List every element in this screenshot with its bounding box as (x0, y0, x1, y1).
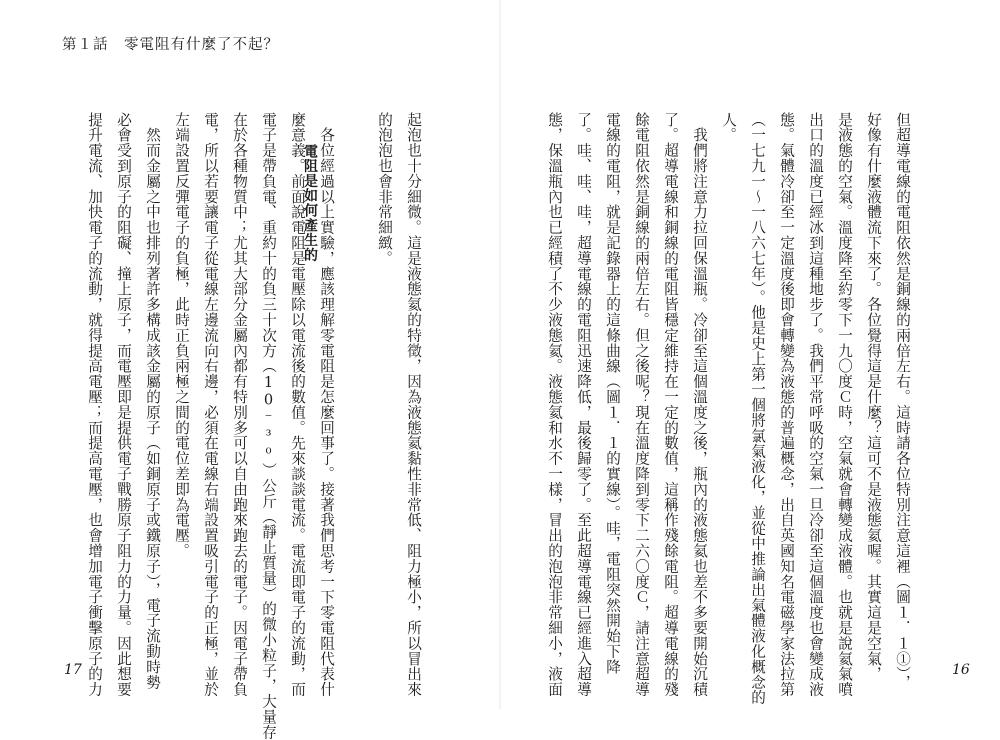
chapter-header: 第１話 零電阻有什麼了不起？ (62, 37, 279, 53)
right-text-column: 好像有什麼液體流下來了。各位覺得這是什麼？這可不是液態氦喔。其實這是空氣， (865, 112, 882, 682)
right-text-column: 了。超導電線和銅線的電阻皆穩定維持在一定的數值，這稱作殘餘電阻。超導電線的殘 (662, 112, 679, 698)
left-text-column: 電，所以若要讓電子從電線左邊流向右邊，必須在電線右端設置吸引電子的正極，並於 (202, 112, 219, 698)
left-text-column: 然而金屬之中也排列著許多構成該金屬的原子（如銅原子或鐵原子），電子流動時勢 (144, 112, 161, 690)
left-text-column: 在於各種物質中；尤其大部分金屬內都有特別多可以自由跑來跑去的電子。因電子帶負 (231, 112, 248, 698)
left-text-column: 的泡泡也會非常細緻。 (376, 112, 393, 266)
right-text-column: （一七九一〜一八六七年）。他是史上第一個將氯氣液化，並從中推論出氣體液化概念的 (749, 112, 766, 706)
left-text-column: 左端設置反彈電子的負極，此時正負兩極之間的電位差即為電壓。 (173, 112, 190, 559)
right-text-column: 是液態的空氣。溫度降至約零下一九〇度Ｃ時，空氣就會轉變成液體。也就是說氦氣噴 (836, 112, 853, 698)
left-text-column: 起泡也十分細微。這是液態氦的特徵，因為液態氦黏性非常低、阻力極小，所以冒出來 (405, 112, 422, 698)
left-text-column: 麼意義。前面說電阻是電壓除以電流後的數值。先來談談電流。電流即電子的流動，而 (289, 112, 306, 698)
right-text-column: 我們將注意力拉回保溫瓶。冷卻至這個溫度之後，瓶內的液態氦也差不多要開始沉積 (691, 112, 708, 698)
right-text-column: 餘電阻依然是銅線的兩倍左右。但之後呢？現在溫度降到零下二六〇度Ｃ，請注意超導 (633, 112, 650, 698)
left-text-column: 電子是帶負電、重約十的負三十次方（10⁻³⁰）公斤（靜止質量）的微小粒子，大量存 (260, 112, 277, 740)
section-heading: 電阻是如何產生的 (302, 144, 318, 263)
page-gutter (499, 0, 501, 709)
left-text-column (343, 112, 368, 632)
right-text-column: 態。氣體冷卻至一定溫度後即會轉變為液態的普遍概念，出自英國知名電磁學家法拉第 (778, 112, 795, 698)
right-text-column: 電線的電阻，就是記錄器上的這條曲線（圖１．１的實線）。哇，電阻突然開始下降 (604, 112, 621, 675)
left-text-column: 提升電流、加快電子的流動，就得提高電壓；而提高電壓，也會增加電子衝擊原子的力 (86, 112, 103, 698)
right-text-column: 了。哇、哇、哇，超導電線的電阻迅速降低，最後歸零了。至此超導電線已經進入超導 (575, 112, 592, 698)
right-text-column: 態，保溫瓶內也已經積了不少液態氦。液態氦和水不一樣，冒出的泡泡非常細小，液面 (546, 112, 563, 698)
page-number-left: 17 (64, 662, 82, 678)
right-text-column: 出口的溫度已經冰到這種地步了。我們平常呼吸的空氣一旦冷卻至這個溫度也會變成液 (807, 112, 824, 698)
left-text-column: 各位經過以上實驗，應該理解零電阻是怎麼回事了。接著我們思考一下零電阻代表什 (318, 112, 335, 698)
right-text-column: 但超導電線的電阻依然是銅線的兩倍左右。這時請各位特別注意這裡（圖１．１①）， (894, 112, 911, 690)
left-text-column: 必會受到原子的阻礙、撞上原子，而電壓即是提供電子戰勝原子阻力的力量。因此想要 (115, 112, 132, 698)
page-number-right: 16 (952, 662, 970, 678)
right-text-column: 人。 (720, 112, 737, 143)
